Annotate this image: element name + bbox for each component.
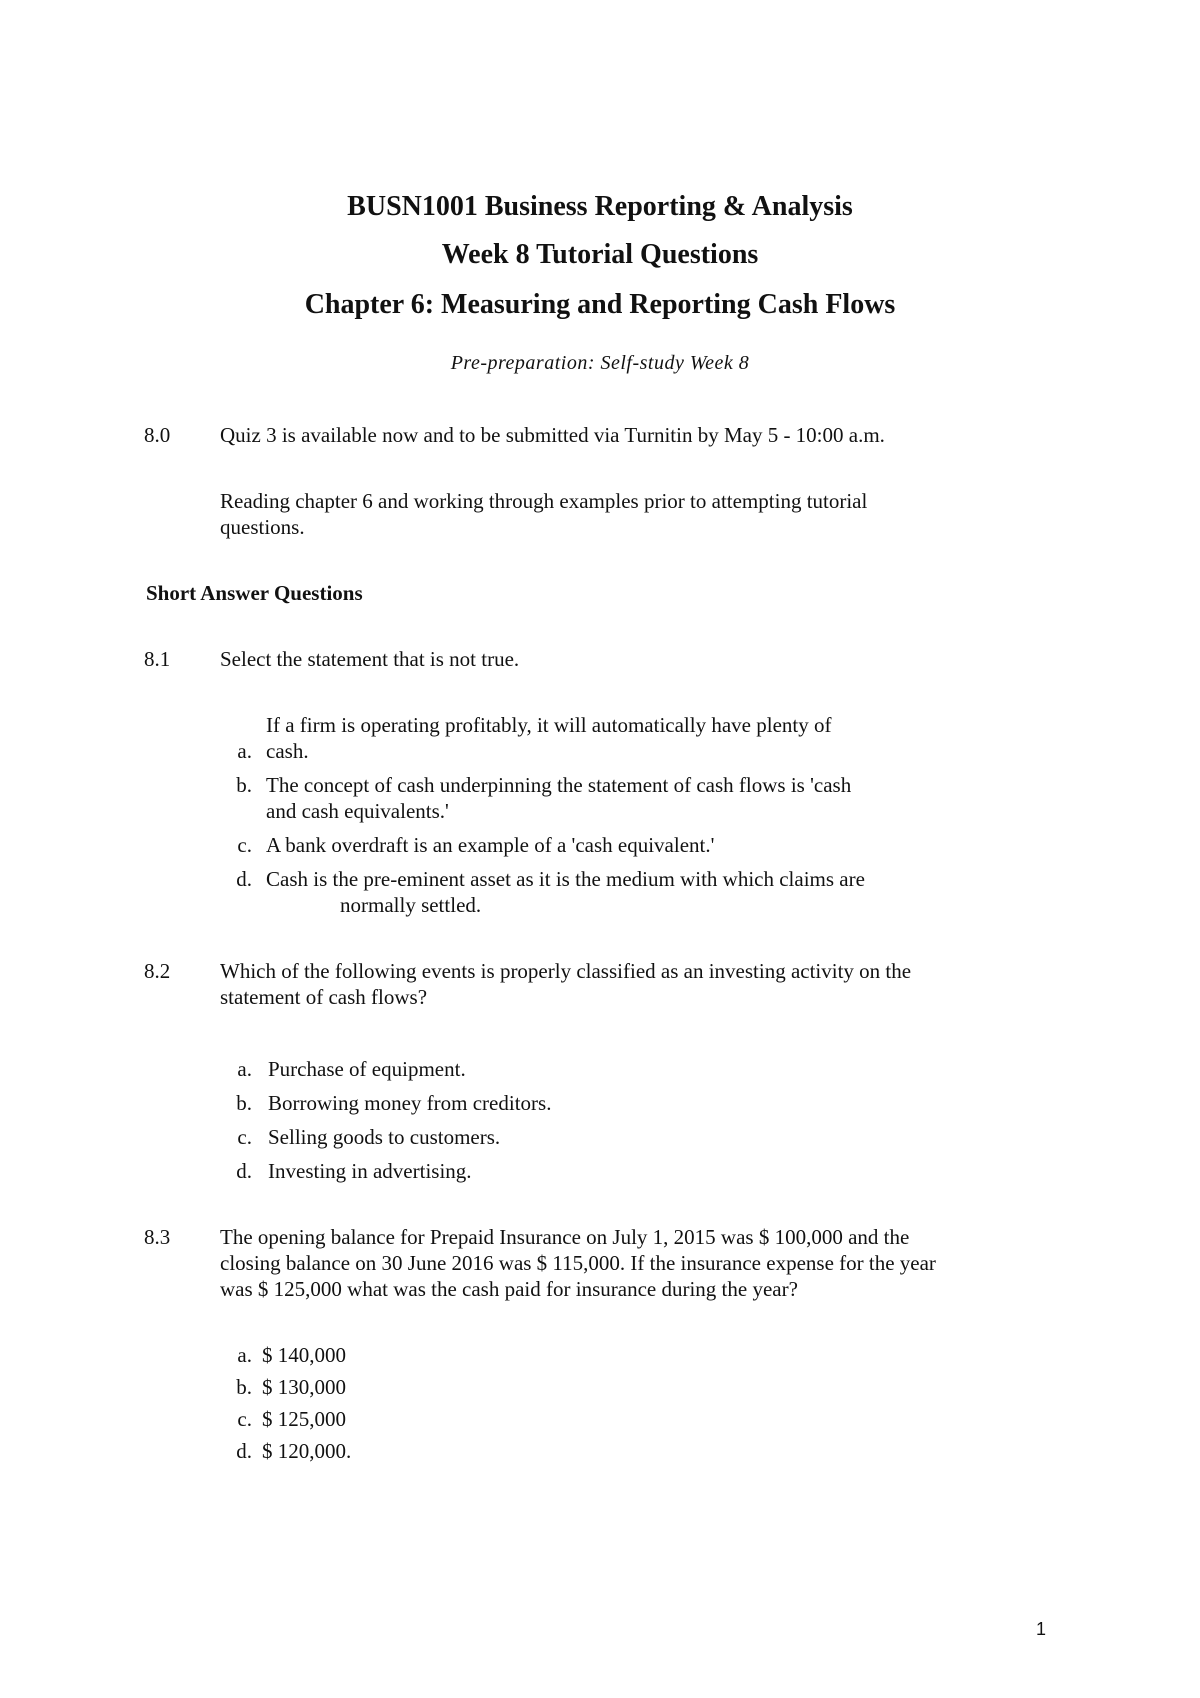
- question-number: 8.2: [144, 959, 171, 983]
- option-text: normally settled.: [340, 893, 482, 917]
- option-letter: b.: [236, 773, 252, 797]
- question-number: 8.3: [144, 1225, 171, 1249]
- option-letter: b.: [236, 1091, 252, 1115]
- question-text: Select the statement that is not true.: [220, 647, 520, 671]
- option-text: A bank overdraft is an example of a 'cash equivalent.': [266, 833, 715, 857]
- course-title: BUSN1001 Business Reporting & Analysis: [347, 191, 853, 222]
- option-text: Selling goods to customers.: [268, 1125, 501, 1149]
- preparation-note: Pre-preparation: Self-study Week 8: [450, 352, 750, 374]
- option-letter: c.: [237, 833, 252, 857]
- option-letter: a.: [237, 739, 252, 763]
- question-text: The opening balance for Prepaid Insurance on July 1, 2015 was $ 100,000 and the: [220, 1225, 910, 1249]
- option-text: Borrowing money from creditors.: [268, 1091, 552, 1115]
- option-letter: b.: [236, 1375, 252, 1399]
- option-text: Purchase of equipment.: [268, 1057, 466, 1081]
- option-letter: d.: [236, 1439, 252, 1463]
- quiz-notice: Quiz 3 is available now and to be submitted via Turnitin by May 5 - 10:00 a.m.: [220, 423, 885, 447]
- option-text: The concept of cash underpinning the statement of cash flows is 'cash: [266, 773, 852, 797]
- question-text: closing balance on 30 June 2016 was $ 115,000. If the insurance expense for the year: [220, 1251, 936, 1275]
- question-number: 8.1: [144, 647, 171, 671]
- option-letter: d.: [236, 867, 252, 891]
- week-title: Week 8 Tutorial Questions: [441, 239, 759, 270]
- option-text: $ 120,000.: [262, 1439, 352, 1463]
- reading-line: Reading chapter 6 and working through examples prior to attempting tutorial: [220, 489, 868, 513]
- page-number: 1: [1036, 1619, 1047, 1639]
- option-letter: d.: [236, 1159, 252, 1183]
- question-text: was $ 125,000 what was the cash paid for insurance during the year?: [220, 1277, 798, 1301]
- option-letter: a.: [237, 1057, 252, 1081]
- intro-number: 8.0: [144, 423, 171, 447]
- option-text: $ 140,000: [262, 1343, 346, 1367]
- option-text: $ 130,000: [262, 1375, 346, 1399]
- option-text: and cash equivalents.': [266, 799, 449, 823]
- option-text: Investing in advertising.: [268, 1159, 472, 1183]
- question-text: statement of cash flows?: [220, 985, 428, 1009]
- option-text: $ 125,000: [262, 1407, 346, 1431]
- chapter-title: Chapter 6: Measuring and Reporting Cash Flows: [304, 289, 896, 320]
- option-letter: c.: [237, 1125, 252, 1149]
- option-letter: a.: [237, 1343, 252, 1367]
- option-text: cash.: [266, 739, 309, 763]
- question-text: Which of the following events is properly classified as an investing activity on the: [220, 959, 912, 983]
- option-letter: c.: [237, 1407, 252, 1431]
- option-text: Cash is the pre-eminent asset as it is the medium with which claims are: [266, 867, 865, 891]
- option-text: If a firm is operating profitably, it will automatically have plenty of: [266, 713, 832, 737]
- section-heading: Short Answer Questions: [146, 581, 363, 605]
- reading-line: questions.: [220, 515, 305, 539]
